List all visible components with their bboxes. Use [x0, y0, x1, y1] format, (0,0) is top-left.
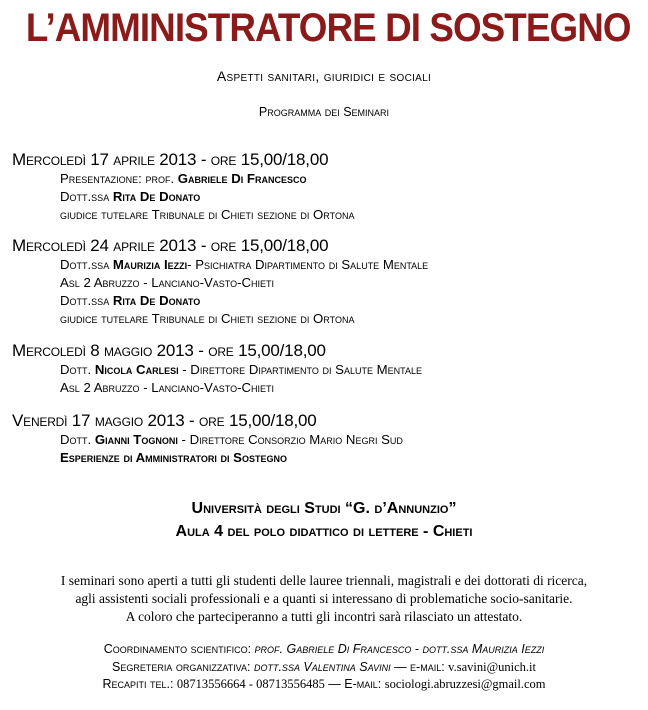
- session-1: [12, 150, 354, 224]
- phone-line: Recapiti tel.: 08713556664 - 08713556485 — E-mail: sociologi.abruzzesi@gmail.com: [102, 677, 546, 691]
- session-line: Asl 2 Abruzzo - Lanciano-Vasto-Chieti: [60, 275, 275, 290]
- venue-university: Università degli Studi “G. d’Annunzio”: [191, 500, 457, 517]
- info-note: [0, 572, 648, 626]
- contact-email: sociologi.abruzzesi@gmail.com: [384, 677, 546, 691]
- note-line: A coloro che parteciperanno a tutti gli incontri sarà rilasciato un attestato.: [125, 609, 523, 624]
- session-line: Asl 2 Abruzzo - Lanciano-Vasto-Chieti: [60, 380, 275, 395]
- session-line: Dott.ssa Maurizia Iezzi- Psichiatra Dipartimento di Salute Mentale: [60, 257, 429, 272]
- document-subtitle: Aspetti sanitari, giuridici e sociali: [216, 68, 432, 84]
- session-line: Dott.ssa Rita De Donato: [60, 189, 201, 204]
- session-line: Esperienze di Amministratori di Sostegno: [60, 450, 287, 465]
- session-line: Dott. Gianni Tognoni - Direttore Consorzio Mario Negri Sud: [60, 432, 403, 447]
- secretariat-line: Segreteria organizzativa: dott.ssa Valentina Savini — e-mail: v.savini@unich.it: [112, 659, 536, 674]
- session-line: Dott. Nicola Carlesi - Direttore Dipartimento di Salute Mentale: [60, 362, 422, 377]
- session-date: Venerdì 17 maggio 2013 - ore 15,00/18,00: [12, 411, 317, 430]
- program-label: Programma dei Seminari: [258, 105, 390, 119]
- document-title: L’AMMINISTRATORE DI SOSTEGNO: [25, 6, 631, 50]
- coordination-line: Coordinamento scientifico: prof. Gabriele Di Francesco - dott.ssa Maurizia Iezzi: [103, 642, 545, 656]
- session-line: giudice tutelare Tribunale di Chieti sezione di Ortona: [60, 311, 355, 326]
- note-line: agli assistenti sociali professionali e a quanti si interessano di problematiche socio-sanitarie.: [75, 591, 573, 606]
- session-line: giudice tutelare Tribunale di Chieti sezione di Ortona: [60, 207, 355, 222]
- session-date: Mercoledì 8 maggio 2013 - ore 15,00/18,00: [12, 341, 326, 360]
- session-4: [12, 411, 403, 467]
- venue-room: Aula 4 del polo didattico di lettere - Chieti: [175, 523, 473, 540]
- secretariat-email: v.savini@unich.it: [448, 659, 536, 674]
- session-2: [12, 236, 428, 328]
- session-date: Mercoledì 24 aprile 2013 - ore 15,00/18,00: [12, 236, 329, 255]
- session-line: Dott.ssa Rita De Donato: [60, 293, 201, 308]
- contacts-block: [0, 641, 648, 694]
- session-3: [12, 341, 422, 397]
- venue-block: [0, 497, 648, 543]
- session-line: Presentazione: prof. Gabriele Di Francesco: [60, 171, 307, 186]
- note-line: I seminari sono aperti a tutti gli studenti delle lauree triennali, magistrali e dei dottorati di ricerca,: [60, 573, 588, 588]
- session-date: Mercoledì 17 aprile 2013 - ore 15,00/18,00: [12, 150, 329, 169]
